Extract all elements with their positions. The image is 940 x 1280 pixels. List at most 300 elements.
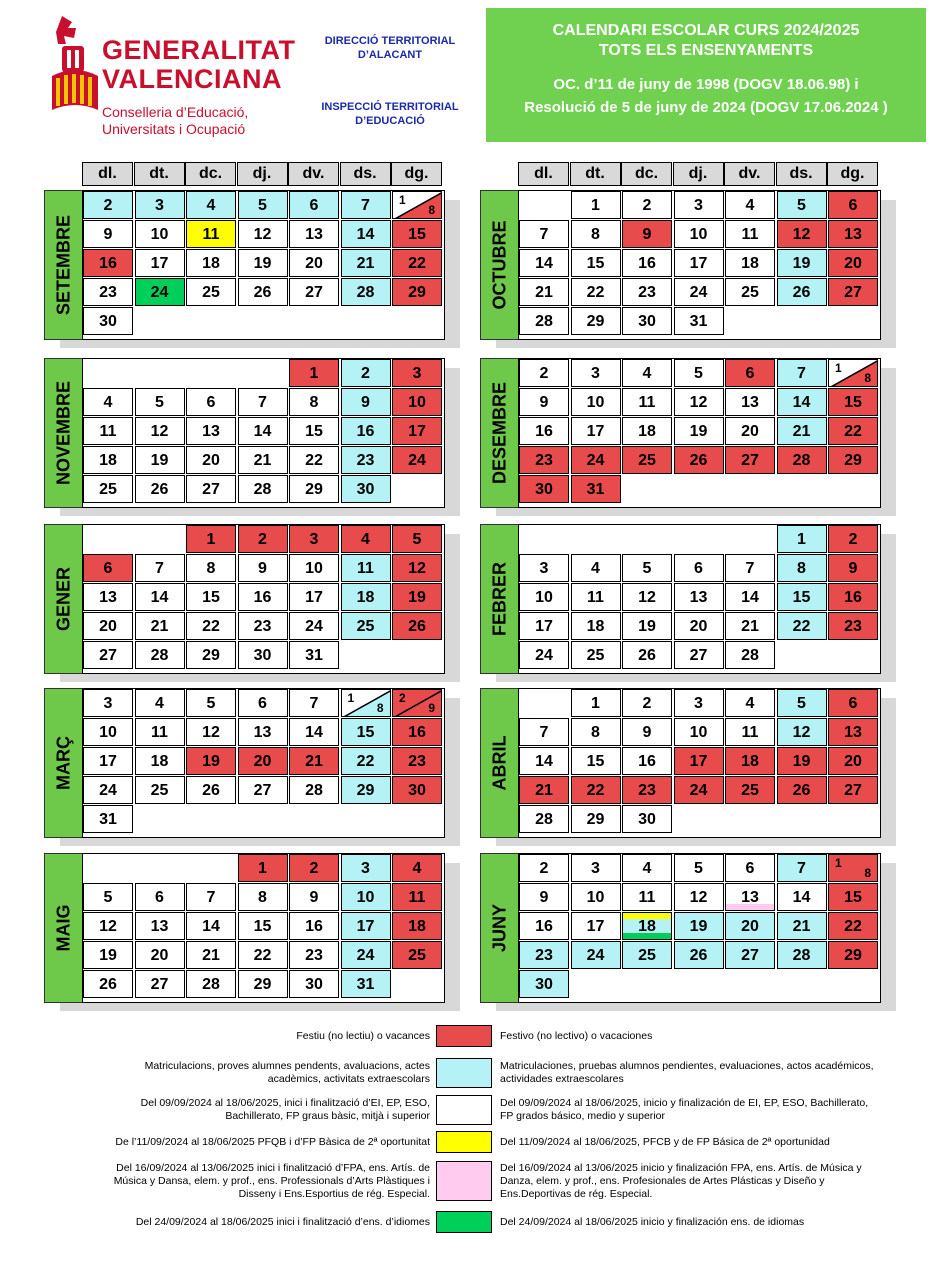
day-cell bbox=[341, 776, 391, 804]
day-number: 3 bbox=[591, 860, 600, 877]
day-number: 25 bbox=[99, 481, 117, 498]
day-number: 15 bbox=[586, 255, 605, 272]
month-name: ABRIL bbox=[489, 735, 510, 791]
day-number: 15 bbox=[844, 889, 862, 906]
split-day-first: 1 bbox=[835, 361, 842, 375]
day-cell bbox=[519, 718, 569, 746]
day-cell bbox=[674, 554, 724, 582]
day-number: 5 bbox=[694, 365, 703, 382]
day-number: 5 bbox=[206, 695, 216, 712]
day-cell bbox=[238, 278, 288, 306]
day-cell bbox=[622, 220, 672, 248]
day-number: 21 bbox=[792, 918, 811, 935]
legend-row bbox=[0, 1131, 940, 1153]
day-number: 23 bbox=[638, 284, 656, 301]
day-number: 24 bbox=[408, 452, 426, 469]
day-number: 12 bbox=[689, 394, 708, 411]
day-cell bbox=[828, 718, 878, 746]
day-cell bbox=[341, 612, 391, 640]
day-number: 4 bbox=[412, 860, 422, 877]
day-number: 19 bbox=[408, 589, 426, 606]
month-maig bbox=[44, 853, 444, 1003]
weekday-label: dc. bbox=[185, 162, 236, 186]
day-cell bbox=[186, 388, 236, 416]
empty-day-cell bbox=[238, 359, 288, 387]
day-number: 22 bbox=[586, 782, 605, 799]
day-cell bbox=[777, 912, 827, 940]
month-setembre bbox=[44, 190, 444, 340]
day-cell bbox=[571, 359, 621, 387]
day-cell bbox=[571, 249, 621, 277]
day-number: 4 bbox=[642, 860, 652, 877]
day-number: 6 bbox=[745, 860, 755, 877]
month-name-tab bbox=[44, 853, 84, 1003]
day-cell bbox=[289, 278, 339, 306]
month-days bbox=[518, 358, 881, 508]
day-cell bbox=[135, 941, 185, 969]
day-cell bbox=[289, 776, 339, 804]
day-cell bbox=[341, 220, 391, 248]
day-cell bbox=[392, 689, 442, 717]
day-cell bbox=[186, 747, 236, 775]
day-cell bbox=[289, 641, 339, 669]
split-day-second: 8 bbox=[428, 203, 435, 217]
legend-text-valencian: Del 09/09/2024 al 18/06/2025, inici i finalització d’EI, EP, ESO, Bachillerato, FP graus bàsic, mitjà i superior bbox=[140, 1097, 430, 1122]
day-cell bbox=[674, 776, 724, 804]
day-cell bbox=[622, 307, 672, 335]
day-cell bbox=[519, 641, 569, 669]
day-number: 27 bbox=[253, 782, 272, 799]
day-number: 9 bbox=[642, 724, 652, 741]
day-cell bbox=[135, 883, 185, 911]
empty-day-cell bbox=[186, 359, 236, 387]
weekday-label: dl. bbox=[518, 162, 569, 186]
day-number: 19 bbox=[792, 753, 811, 770]
day-cell bbox=[622, 854, 672, 882]
day-cell bbox=[622, 805, 672, 833]
day-number: 27 bbox=[844, 782, 862, 799]
legend-text-spanish: Del 24/09/2024 al 18/06/2025 inicio y finalización ens. de idiomas bbox=[500, 1215, 805, 1228]
day-cell bbox=[341, 583, 391, 611]
day-cell bbox=[238, 854, 288, 882]
day-cell bbox=[777, 191, 827, 219]
day-number: 12 bbox=[253, 226, 272, 243]
day-cell bbox=[238, 446, 288, 474]
day-number: 20 bbox=[305, 255, 323, 272]
day-cell bbox=[83, 583, 133, 611]
weekday-label: dj. bbox=[237, 162, 288, 186]
day-cell bbox=[519, 388, 569, 416]
day-cell bbox=[571, 417, 621, 445]
day-cell bbox=[135, 970, 185, 998]
day-number: 12 bbox=[638, 589, 656, 606]
day-number: 23 bbox=[535, 452, 553, 469]
day-cell bbox=[289, 941, 339, 969]
day-cell bbox=[83, 805, 133, 833]
day-cell bbox=[341, 718, 391, 746]
day-cell bbox=[341, 278, 391, 306]
month-days bbox=[518, 688, 881, 838]
day-number: 18 bbox=[356, 589, 375, 606]
day-cell bbox=[828, 747, 878, 775]
empty-day-cell bbox=[519, 525, 569, 553]
day-number: 9 bbox=[361, 394, 370, 411]
day-cell bbox=[341, 475, 391, 503]
day-number: 23 bbox=[305, 947, 323, 964]
day-number: 6 bbox=[745, 365, 755, 382]
day-number: 30 bbox=[638, 811, 656, 828]
day-cell bbox=[186, 525, 236, 553]
day-number: 1 bbox=[591, 695, 600, 712]
day-cell bbox=[828, 359, 878, 387]
day-number: 8 bbox=[309, 394, 319, 411]
day-cell bbox=[289, 446, 339, 474]
day-cell bbox=[289, 475, 339, 503]
day-number: 29 bbox=[253, 976, 272, 993]
day-cell bbox=[777, 220, 827, 248]
day-number: 5 bbox=[258, 197, 267, 214]
month-name: MARÇ bbox=[53, 736, 74, 790]
day-number: 25 bbox=[408, 947, 426, 964]
day-cell bbox=[828, 612, 878, 640]
day-cell bbox=[519, 776, 569, 804]
day-number: 20 bbox=[689, 618, 708, 635]
legend-row bbox=[0, 1025, 940, 1047]
day-number: 6 bbox=[848, 695, 858, 712]
day-cell bbox=[571, 446, 621, 474]
weekday-label: dj. bbox=[673, 162, 724, 186]
day-cell bbox=[341, 417, 391, 445]
day-number: 10 bbox=[586, 889, 605, 906]
day-number: 24 bbox=[99, 782, 117, 799]
day-cell bbox=[777, 718, 827, 746]
day-cell bbox=[83, 191, 133, 219]
day-number: 16 bbox=[638, 753, 656, 770]
day-cell bbox=[186, 583, 236, 611]
day-cell bbox=[828, 417, 878, 445]
day-number: 14 bbox=[305, 724, 323, 741]
day-number: 23 bbox=[253, 618, 272, 635]
day-number: 10 bbox=[689, 226, 708, 243]
day-number: 5 bbox=[797, 695, 806, 712]
day-number: 8 bbox=[797, 560, 806, 577]
day-cell bbox=[777, 446, 827, 474]
day-cell bbox=[341, 525, 391, 553]
weekday-label: dg. bbox=[827, 162, 878, 186]
day-number: 27 bbox=[305, 284, 323, 301]
day-cell bbox=[135, 446, 185, 474]
day-number: 28 bbox=[792, 947, 811, 964]
day-cell bbox=[186, 612, 236, 640]
weekday-label: dt. bbox=[134, 162, 185, 186]
day-cell bbox=[392, 249, 442, 277]
day-number: 31 bbox=[586, 481, 605, 498]
day-number: 7 bbox=[539, 226, 549, 243]
day-cell bbox=[186, 554, 236, 582]
day-number: 16 bbox=[535, 423, 553, 440]
day-cell bbox=[828, 249, 878, 277]
day-number: 2 bbox=[848, 531, 858, 548]
day-number: 11 bbox=[151, 724, 168, 741]
day-cell bbox=[392, 417, 442, 445]
month-name: OCTUBRE bbox=[489, 220, 510, 310]
day-cell bbox=[828, 191, 878, 219]
day-cell bbox=[571, 554, 621, 582]
empty-day-cell bbox=[135, 359, 185, 387]
day-number: 4 bbox=[103, 394, 113, 411]
day-cell bbox=[519, 220, 569, 248]
month-name: DESEMBRE bbox=[489, 381, 510, 485]
day-number: 31 bbox=[689, 313, 708, 330]
day-cell bbox=[238, 776, 288, 804]
day-cell bbox=[341, 446, 391, 474]
day-number: 26 bbox=[253, 284, 272, 301]
day-cell bbox=[238, 554, 288, 582]
day-cell bbox=[674, 583, 724, 611]
page-subtitle: TOTS ELS ENSENYAMENTS bbox=[598, 42, 814, 59]
day-number: 2 bbox=[642, 695, 652, 712]
day-number: 18 bbox=[99, 452, 117, 469]
day-cell bbox=[341, 359, 391, 387]
day-cell bbox=[571, 612, 621, 640]
day-cell bbox=[135, 912, 185, 940]
month-juny bbox=[480, 853, 880, 1003]
day-cell bbox=[725, 747, 775, 775]
day-number: 26 bbox=[150, 481, 169, 498]
day-cell bbox=[392, 912, 442, 940]
day-cell bbox=[777, 689, 827, 717]
day-number: 12 bbox=[202, 724, 220, 741]
day-cell bbox=[519, 583, 569, 611]
day-number: 4 bbox=[745, 695, 755, 712]
day-number: 27 bbox=[844, 284, 862, 301]
day-number: 7 bbox=[258, 394, 267, 411]
day-cell bbox=[135, 388, 185, 416]
day-cell bbox=[83, 446, 133, 474]
day-cell bbox=[571, 805, 621, 833]
day-number: 22 bbox=[408, 255, 426, 272]
day-number: 10 bbox=[150, 226, 169, 243]
day-number: 26 bbox=[638, 647, 656, 664]
day-cell bbox=[135, 220, 185, 248]
day-number: 17 bbox=[356, 918, 375, 935]
day-cell bbox=[289, 970, 339, 998]
day-number: 1 bbox=[206, 531, 216, 548]
day-cell bbox=[674, 883, 724, 911]
day-cell bbox=[519, 475, 569, 503]
day-number: 24 bbox=[689, 782, 708, 799]
day-number: 25 bbox=[202, 284, 220, 301]
day-cell bbox=[289, 359, 339, 387]
day-cell bbox=[519, 970, 569, 998]
day-cell bbox=[186, 417, 236, 445]
day-number: 5 bbox=[642, 560, 652, 577]
day-number: 15 bbox=[586, 753, 605, 770]
day-cell bbox=[622, 912, 672, 940]
day-cell bbox=[135, 583, 185, 611]
day-number: 22 bbox=[202, 618, 220, 635]
day-number: 2 bbox=[309, 860, 319, 877]
day-number: 9 bbox=[539, 394, 549, 411]
empty-day-cell bbox=[519, 689, 569, 717]
day-number: 27 bbox=[150, 976, 169, 993]
day-number: 4 bbox=[745, 197, 755, 214]
day-cell bbox=[135, 554, 185, 582]
day-number: 14 bbox=[253, 423, 272, 440]
day-number: 17 bbox=[150, 255, 169, 272]
day-cell bbox=[622, 747, 672, 775]
month-name-tab bbox=[480, 358, 520, 508]
day-number: 31 bbox=[305, 647, 323, 664]
territorial-inspection-line1: INSPECCIÓ TERRITORIAL bbox=[321, 101, 459, 113]
day-number: 22 bbox=[844, 918, 862, 935]
day-number: 26 bbox=[792, 284, 811, 301]
day-cell bbox=[828, 554, 878, 582]
weekday-label: dl. bbox=[82, 162, 133, 186]
legend-text-spanish: Festivo (no lectivo) o vacaciones bbox=[500, 1029, 653, 1042]
day-cell bbox=[622, 689, 672, 717]
month-abril bbox=[480, 688, 880, 838]
day-number: 16 bbox=[638, 255, 656, 272]
day-number: 21 bbox=[253, 452, 272, 469]
day-cell bbox=[622, 718, 672, 746]
day-number: 21 bbox=[741, 618, 759, 635]
day-cell bbox=[289, 883, 339, 911]
day-cell bbox=[186, 641, 236, 669]
empty-day-cell bbox=[622, 525, 672, 553]
day-cell bbox=[725, 689, 775, 717]
legend-swatch bbox=[436, 1058, 492, 1088]
day-number: 13 bbox=[305, 226, 323, 243]
day-cell bbox=[289, 388, 339, 416]
month-name-tab bbox=[480, 853, 520, 1003]
day-cell bbox=[622, 776, 672, 804]
empty-day-cell bbox=[571, 525, 621, 553]
day-number: 15 bbox=[202, 589, 220, 606]
day-number: 5 bbox=[412, 531, 422, 548]
day-number: 18 bbox=[741, 255, 759, 272]
month-days bbox=[518, 524, 881, 674]
day-number: 17 bbox=[689, 255, 708, 272]
day-number: 5 bbox=[694, 860, 703, 877]
day-number: 20 bbox=[741, 918, 759, 935]
day-number: 20 bbox=[844, 255, 862, 272]
month-name-tab bbox=[44, 524, 84, 674]
day-number: 29 bbox=[202, 647, 220, 664]
day-number: 3 bbox=[694, 197, 703, 214]
day-number: 20 bbox=[202, 452, 220, 469]
day-number: 17 bbox=[408, 423, 426, 440]
day-number: 4 bbox=[206, 197, 216, 214]
day-cell bbox=[622, 612, 672, 640]
day-cell bbox=[289, 747, 339, 775]
empty-day-cell bbox=[83, 525, 133, 553]
day-number: 19 bbox=[689, 918, 708, 935]
legend-text-valencian: Matriculacions, proves alumnes pendents, avaluacions, actes acadèmics, activitats extraescolars bbox=[144, 1060, 430, 1085]
day-number: 15 bbox=[792, 589, 811, 606]
day-number: 30 bbox=[535, 976, 553, 993]
territorial-direction-line2: D’ALACANT bbox=[357, 49, 423, 61]
weekday-label: ds. bbox=[776, 162, 827, 186]
day-cell bbox=[828, 388, 878, 416]
day-cell bbox=[186, 970, 236, 998]
page-title: CALENDARI ESCOLAR CURS 2024/2025 bbox=[552, 22, 860, 39]
day-number: 11 bbox=[741, 226, 759, 243]
day-cell bbox=[186, 220, 236, 248]
day-number: 3 bbox=[591, 365, 600, 382]
day-cell bbox=[238, 191, 288, 219]
day-cell bbox=[674, 941, 724, 969]
weekday-label: ds. bbox=[340, 162, 391, 186]
day-cell bbox=[186, 278, 236, 306]
day-cell bbox=[135, 249, 185, 277]
day-cell bbox=[392, 388, 442, 416]
day-number: 21 bbox=[305, 753, 323, 770]
month-days bbox=[518, 190, 881, 340]
day-number: 18 bbox=[150, 753, 169, 770]
month-name: SETEMBRE bbox=[53, 214, 74, 316]
day-cell bbox=[622, 388, 672, 416]
day-number: 26 bbox=[689, 947, 708, 964]
department-line2: Universitats i Ocupació bbox=[102, 121, 246, 137]
empty-day-cell bbox=[135, 854, 185, 882]
day-cell bbox=[519, 278, 569, 306]
day-number: 2 bbox=[642, 197, 652, 214]
day-number: 7 bbox=[539, 724, 549, 741]
day-number: 2 bbox=[258, 531, 267, 548]
day-number: 30 bbox=[356, 481, 375, 498]
month-days bbox=[82, 853, 445, 1003]
day-number: 25 bbox=[150, 782, 169, 799]
empty-day-cell bbox=[777, 641, 827, 669]
day-cell bbox=[571, 475, 621, 503]
day-cell bbox=[725, 941, 775, 969]
day-cell bbox=[828, 220, 878, 248]
empty-day-cell bbox=[135, 525, 185, 553]
day-cell bbox=[135, 612, 185, 640]
day-number: 18 bbox=[741, 753, 759, 770]
day-number: 11 bbox=[741, 724, 759, 741]
day-number: 6 bbox=[103, 560, 113, 577]
day-number: 16 bbox=[408, 724, 426, 741]
day-cell bbox=[828, 883, 878, 911]
day-number: 27 bbox=[202, 481, 220, 498]
day-number: 31 bbox=[99, 811, 117, 828]
month-days bbox=[82, 358, 445, 508]
day-number: 15 bbox=[356, 724, 375, 741]
day-number: 5 bbox=[103, 889, 113, 906]
day-number: 13 bbox=[844, 226, 862, 243]
day-number: 21 bbox=[535, 782, 553, 799]
day-number: 28 bbox=[792, 452, 811, 469]
day-cell bbox=[571, 191, 621, 219]
day-number: 13 bbox=[741, 394, 759, 411]
day-cell bbox=[186, 446, 236, 474]
day-number: 30 bbox=[408, 782, 426, 799]
day-cell bbox=[622, 417, 672, 445]
day-cell bbox=[392, 718, 442, 746]
legend-swatch bbox=[436, 1161, 492, 1201]
day-cell bbox=[777, 941, 827, 969]
day-cell bbox=[392, 776, 442, 804]
day-cell bbox=[135, 475, 185, 503]
day-number: 10 bbox=[586, 394, 605, 411]
day-cell bbox=[777, 359, 827, 387]
day-cell bbox=[392, 359, 442, 387]
day-cell bbox=[674, 278, 724, 306]
day-number: 22 bbox=[253, 947, 272, 964]
day-cell bbox=[83, 249, 133, 277]
